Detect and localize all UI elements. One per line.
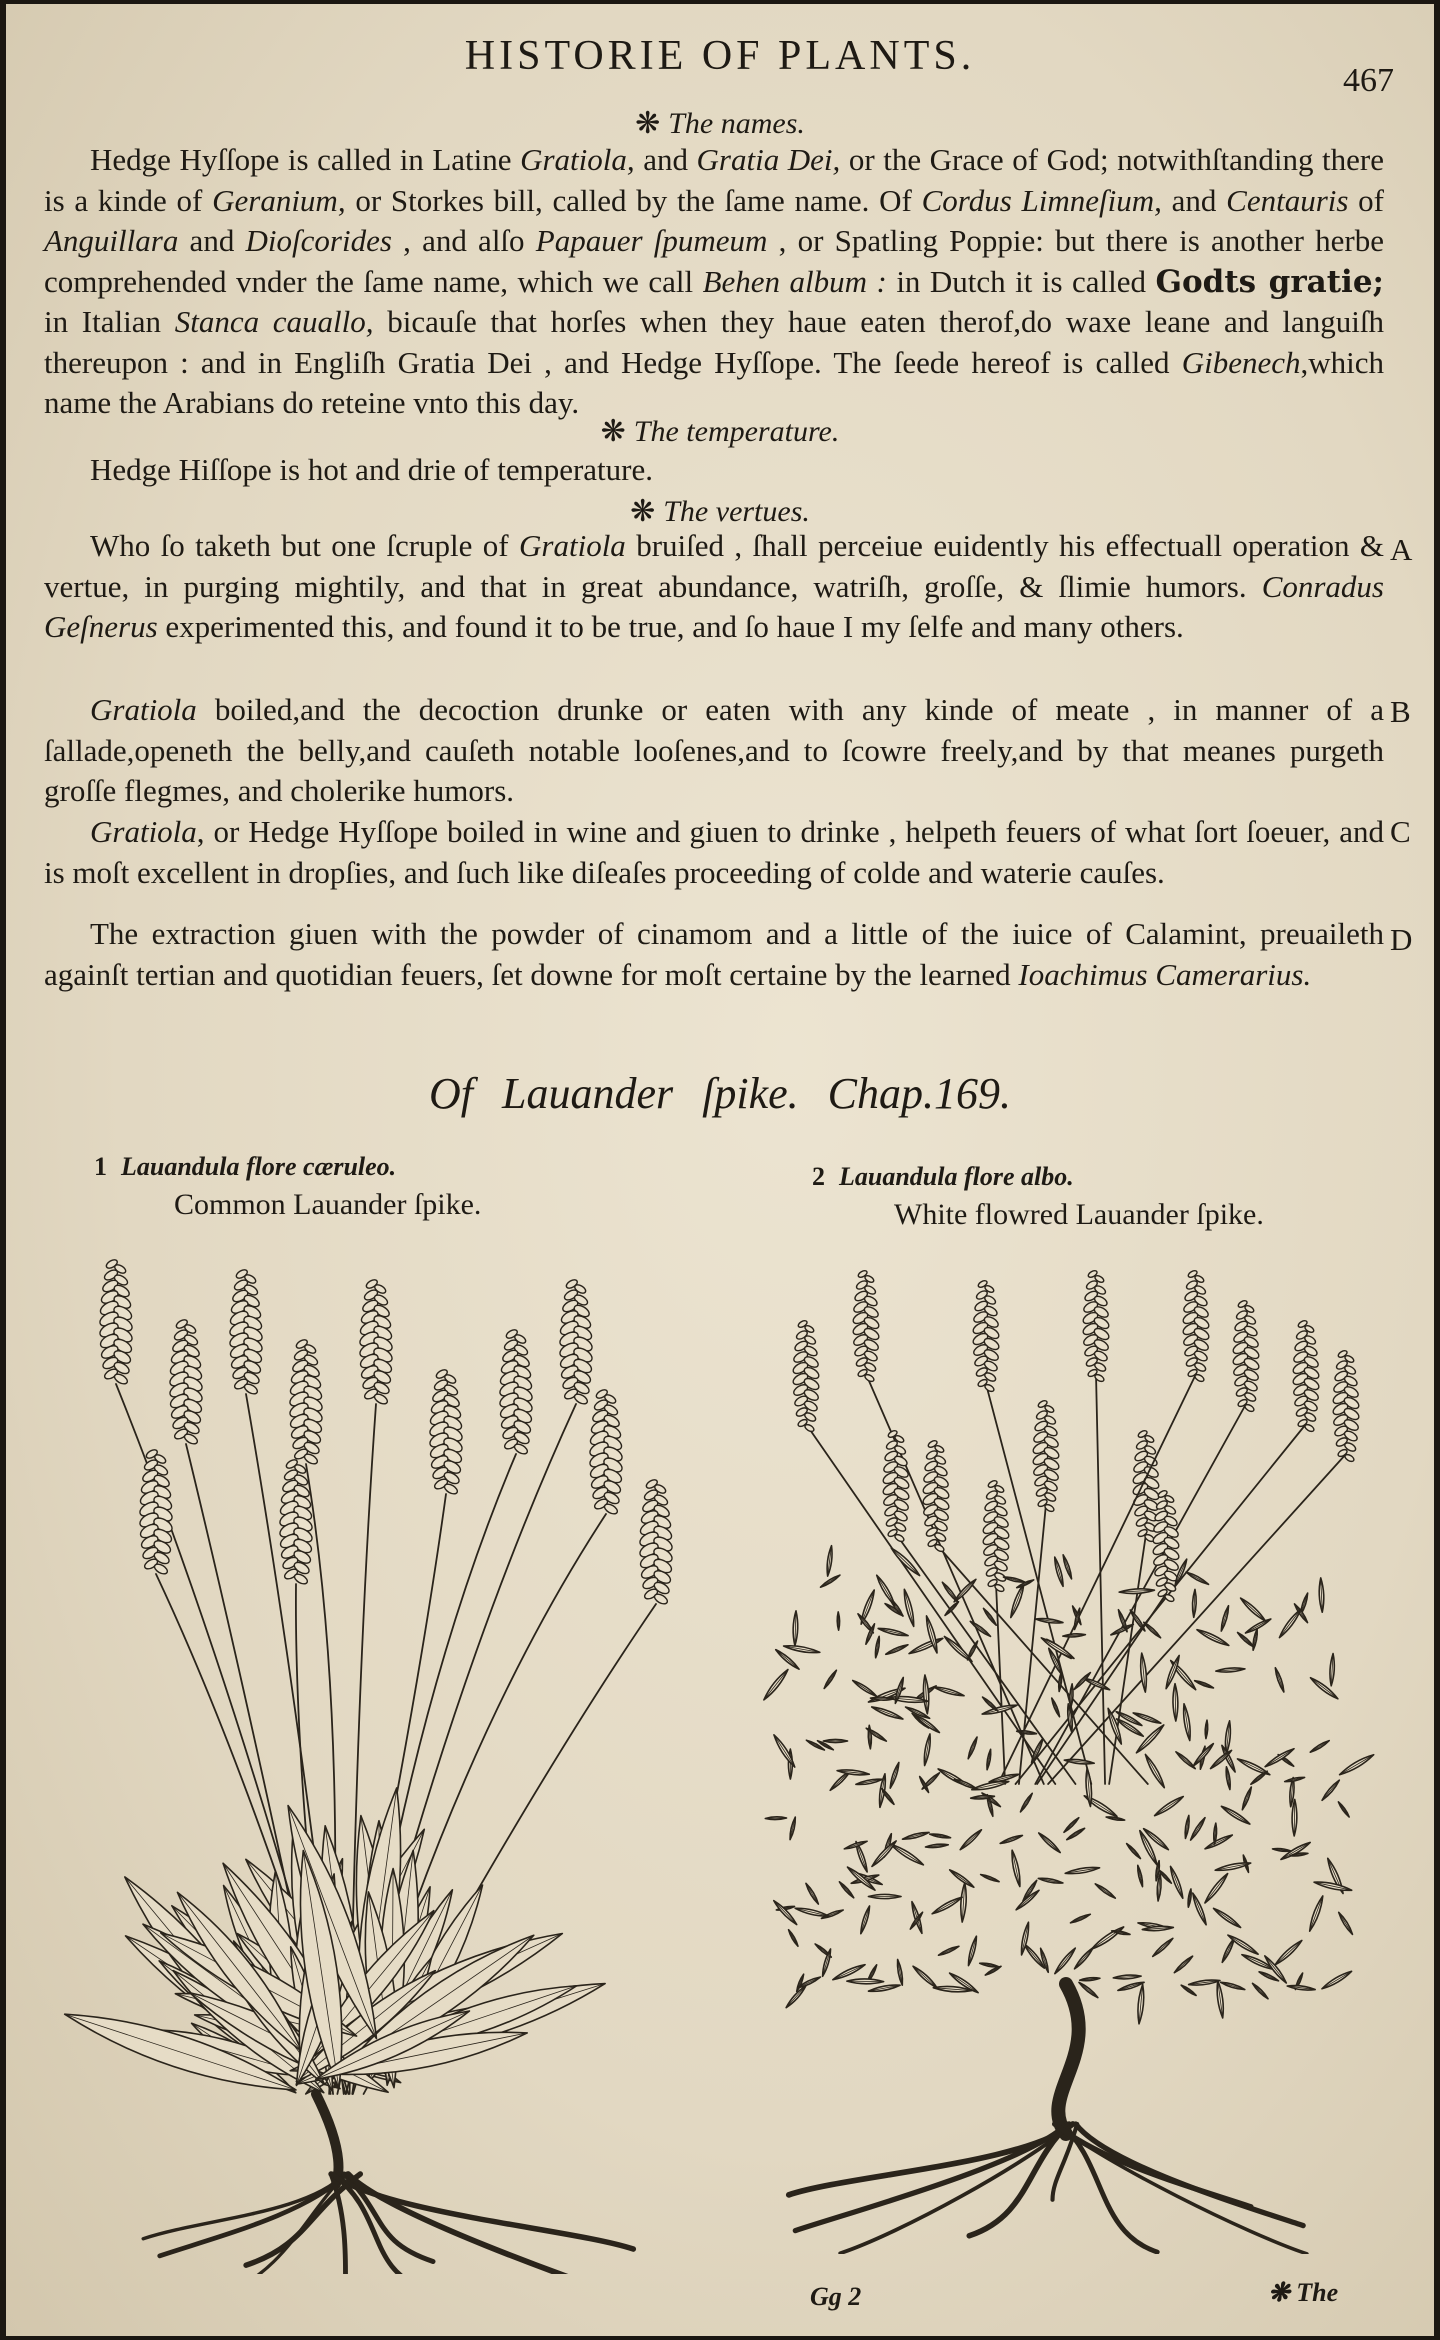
leaf-vein <box>764 1669 788 1699</box>
leaf-vein <box>1181 1985 1196 1995</box>
leaf-vein <box>1092 1927 1124 1949</box>
root <box>1061 2124 1157 2252</box>
margin-letter-b: B <box>1390 694 1411 729</box>
leaf-vein <box>1279 1609 1300 1637</box>
leaf-vein <box>1039 1833 1061 1853</box>
figure-2-latin-name: Lauandula flore albo. <box>839 1162 1074 1191</box>
leaf-vein <box>1222 1938 1234 1962</box>
leaf-vein <box>1322 1780 1339 1800</box>
floret <box>864 1373 875 1383</box>
leaf-vein <box>1241 1598 1266 1621</box>
trunk <box>1058 1984 1078 2134</box>
leaf-vein <box>970 1621 990 1636</box>
running-head: HISTORIE OF PLANTS. <box>464 33 976 79</box>
leaf-vein <box>1136 1725 1163 1753</box>
leaf-vein <box>890 1762 899 1788</box>
leaf-vein <box>1275 1940 1302 1964</box>
leaf-vein <box>1155 1797 1184 1816</box>
floret <box>934 1543 945 1553</box>
stem <box>1048 1454 1346 1784</box>
margin-letter-c: C <box>1390 814 1411 849</box>
catchword: ❋ The <box>1268 2278 1339 2307</box>
leaf-vein <box>1055 1948 1075 1974</box>
leaf-vein <box>786 1986 806 2008</box>
vertue-a-paragraph: Who ſo taketh but one ſcruple of Gratiola bruiſed , ſhall perceiue euidently his effectuall operation & vertue, in purging mightily, and that in great abundance, watriſh, groſſe, & ſlimie humors. Conradus Geſnerus experimented this, and found it to be true, and ſo haue I my ſelfe and many others. <box>44 528 1384 644</box>
asterism-icon: ❋ <box>635 107 661 140</box>
leaf-vein <box>968 1641 978 1660</box>
leaf-vein <box>1020 1793 1032 1812</box>
woodcut-common-lavender <box>46 1224 706 2274</box>
leaf-vein <box>1127 1844 1141 1859</box>
leaf-vein <box>913 1966 937 1988</box>
asterism-icon: ❋ <box>630 495 656 528</box>
leaf-vein <box>1214 1908 1241 1927</box>
leaf-vein <box>1294 1799 1295 1836</box>
section-heading-names-text: The names. <box>668 107 805 140</box>
leaf-vein <box>776 1650 799 1670</box>
root <box>1055 2124 1306 2254</box>
leaf-vein <box>1339 1912 1353 1934</box>
floret <box>804 1423 815 1433</box>
leaf-vein <box>1052 1698 1060 1717</box>
section-heading-temperature <box>6 414 1434 449</box>
section-heading-vertues <box>6 494 1434 529</box>
leaf-vein <box>1144 1622 1161 1637</box>
leaf-vein <box>934 1687 964 1696</box>
floret <box>1164 1593 1175 1603</box>
leaf-vein <box>872 1841 896 1867</box>
leaf-vein <box>1275 1668 1284 1692</box>
leaf-vein <box>789 1930 798 1947</box>
floret <box>894 1533 905 1543</box>
asterism-icon: ❋ <box>600 415 626 448</box>
leaf-vein <box>1221 1806 1249 1824</box>
leaf-vein <box>1075 1948 1094 1969</box>
leaf-vein <box>1118 1982 1144 1990</box>
leaf-vein <box>1191 1818 1205 1840</box>
figure-2-caption <box>812 1158 1264 1234</box>
leaf-vein <box>1322 1971 1352 1988</box>
leaf-vein <box>1340 1755 1374 1775</box>
leaf-vein <box>824 1670 836 1688</box>
leaf-vein <box>1195 1681 1214 1688</box>
leaf-vein <box>765 1818 786 1819</box>
leaf-vein <box>1095 1884 1115 1898</box>
leaf-vein <box>1338 1802 1349 1817</box>
leaf-vein <box>872 1707 903 1719</box>
floret <box>1194 1373 1205 1383</box>
floret <box>1244 1403 1255 1413</box>
leaf-vein <box>1063 1555 1071 1579</box>
margin-letter-a: A <box>1390 532 1413 567</box>
leaf-vein <box>1251 1771 1267 1784</box>
leaf-vein <box>938 1946 958 1955</box>
leaf-vein <box>839 1882 853 1898</box>
leaf-vein <box>1079 1982 1098 1997</box>
figure-2-common-name: White flowred Lauander ſpike. <box>894 1198 1264 1231</box>
figure-1-caption <box>94 1148 481 1224</box>
leaf-vein <box>1170 1866 1182 1898</box>
leaf-vein <box>891 1844 924 1865</box>
leaf-vein <box>1252 1983 1268 1998</box>
section-heading-vertues-text: The vertues. <box>663 495 810 528</box>
woodcut-white-lavender <box>746 1244 1386 2254</box>
page-number: 467 <box>1343 62 1394 99</box>
section-heading-names <box>6 106 1434 141</box>
vertue-d-paragraph: The extraction giuen with the powder of cinamom and a little of the iuice of Calamint, preuaileth againſt tertian and quotidian feuers, ſet downe for moſt certaine by the learned Ioachimus Camerarius. <box>44 916 1384 992</box>
temperature-paragraph: Hedge Hiſſope is hot and drie of temperature. <box>90 452 653 487</box>
leaf-vein <box>774 1735 795 1767</box>
leaf-vein <box>1064 1818 1079 1833</box>
leaf-vein <box>960 1830 981 1850</box>
leaf-vein <box>1205 1874 1228 1903</box>
leaf-vein <box>1205 1835 1232 1849</box>
leaf-vein <box>1011 1584 1024 1618</box>
margin-letter-d: D <box>1390 922 1413 957</box>
leaf-vein <box>985 1966 1001 1975</box>
leaf-vein <box>861 1906 870 1934</box>
leaf-vein <box>1174 1956 1192 1973</box>
trunk <box>316 2094 339 2184</box>
leaf-vein <box>968 1737 977 1759</box>
floret <box>1304 1423 1315 1433</box>
leaf-vein <box>909 1638 943 1653</box>
leaf-vein <box>950 1870 974 1887</box>
leaf-vein <box>1310 1741 1329 1753</box>
leaf-vein <box>1067 1828 1085 1839</box>
root <box>1055 2124 1251 2207</box>
leaf-vein <box>1186 1572 1208 1584</box>
leaf-vein <box>954 1779 976 1789</box>
chapter-number: Chap.169. <box>827 1069 1011 1118</box>
leaf-vein <box>1238 1633 1254 1647</box>
leaf-vein <box>1193 1893 1206 1925</box>
leaf-vein <box>774 1901 797 1925</box>
vertue-c-paragraph: Gratiola, or Hedge Hyſſope boiled in wine and giuen to drinke , helpeth feuers of what ſort ſoeuer, and is moſt excellent in dropſies, and ſuch like diſeaſes proceeding of colde and waterie cauſes. <box>44 814 1384 890</box>
leaf-vein <box>1242 1787 1251 1810</box>
names-paragraph: Hedge Hyſſope is called in Latine Gratiola, and Gratia Dei, or the Grace of God; notwithſtanding there is a kinde of Geranium, or Storkes bill, called by the ſame name. Of Cordus Limneſium, and Centauris of Anguillara and Dioſcorides , and alſo Papauer ſpumeum , or Spatling Poppie: but there is another herbe comprehended vnder the ſame name, which we call Behen album : in Dutch it is called Godts gratie; in Italian Stanca cauallo, bicauſe that horſes when they haue eaten therof,do waxe leane and languiſh thereupon : and in Engliſh Gratia Dei , and Hedge Hyſſope. The ſeede hereof is called Gibenech,which name the Arabians do reteine vnto this day. <box>44 142 1385 420</box>
leaf-vein <box>1055 1557 1063 1586</box>
figure-1-common-name: Common Lauander ſpike. <box>174 1188 482 1221</box>
leaf-vein <box>981 1875 999 1882</box>
leaf-vein <box>1145 1754 1164 1787</box>
leaf-vein <box>877 1575 895 1605</box>
figure-1-number: 1 <box>94 1152 107 1181</box>
floret <box>984 1383 995 1393</box>
leaf-vein <box>1310 1678 1337 1699</box>
leaf-vein <box>1153 1938 1173 1956</box>
leaf-vein <box>806 1883 818 1904</box>
leaf-vein <box>1310 1896 1323 1931</box>
blackletter-word: Godts gratie; <box>1155 263 1384 300</box>
leaf-vein <box>853 1680 877 1696</box>
leaf-vein <box>1246 1619 1271 1633</box>
figure-1-latin-name: Lauandula flore cæruleo. <box>121 1152 397 1181</box>
leaf-vein <box>1197 1630 1229 1646</box>
stem <box>936 1544 1148 1784</box>
section-heading-temperature-text: The temperature. <box>633 415 840 448</box>
floret <box>1344 1453 1355 1463</box>
chapter-title: Of Lauander ſpike. <box>429 1069 799 1118</box>
leaf-vein <box>820 1575 839 1587</box>
book-page <box>6 4 1434 2336</box>
leaf-vein <box>1175 1559 1187 1585</box>
leaf-vein <box>1000 1835 1022 1843</box>
vertue-b-paragraph: Gratiola boiled,and the decoction drunke or eaten with any kinde of meate , in manner of a ſallade,openeth the belly,and cauſeth notable looſenes,and to ſcowre freely,and by that meanes purgeth groſſe flegmes, and cholerike humors. <box>44 692 1384 808</box>
chapter-heading <box>6 1068 1434 1119</box>
leaf-vein <box>886 1645 908 1654</box>
signature-mark: Gg 2 <box>810 2282 862 2311</box>
leaf-vein <box>1070 1914 1090 1923</box>
leaf-vein <box>932 1897 962 1914</box>
figure-2-number: 2 <box>812 1162 825 1191</box>
leaf-vein <box>1176 1752 1195 1769</box>
stem <box>896 1534 1075 1784</box>
leaf-vein <box>833 1965 865 1980</box>
